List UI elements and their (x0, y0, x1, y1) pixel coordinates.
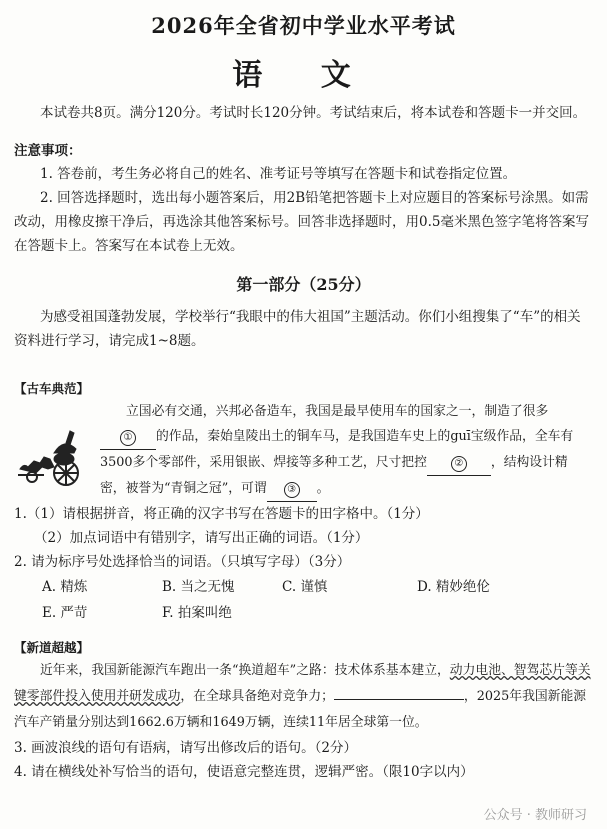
note-item-2: 2. 回答选择题时，选出每小题答案后，用2B铅笔把答题卡上对应题目的答案标号涂黑。如需改动，用橡皮擦干净后，再选涂其他答案标号。回答非选择题时，用0.5毫米黑色签字笔将答案写在答题卡上。答案写在本试卷上无效。 (14, 190, 589, 254)
text-part: 立国必有交通，兴邦必备造车，我国是最早使用车的国家之一，制造了很多 (126, 404, 549, 419)
fill-in-line (334, 699, 464, 700)
text-part: ，在全球具备绝对竞争力； (180, 689, 334, 704)
section-heading-ancient-car: 【古车典范】 (14, 381, 90, 396)
question-3: 3. 画波浪线的语句有语病，请写出修改后的语句。（2分） (14, 740, 358, 756)
blank-3 (267, 476, 317, 502)
text-part: 的作品，秦始皇陵出土的铜车马，是我国造车史上的guī宝级作品，全车有3500多个零部件，采用银嵌、焊接等多种工艺，尺寸把控 (100, 429, 574, 470)
option-b: B. 当之无愧 (162, 579, 235, 595)
exam-intro: 本试卷共8页。满分120分。考试时长120分钟。考试结束后，将本试卷和答题卡一并交回。 (40, 105, 587, 121)
part-title: 第一部分（25分） (236, 275, 371, 294)
blank-2 (427, 450, 491, 476)
option-f: F. 拍案叫绝 (162, 605, 232, 621)
text-part: ，结构设计精密，被誉为“青铜之冠”，可谓 (100, 455, 568, 496)
blank-2-marker: ② (451, 456, 467, 472)
ancient-car-block (14, 399, 593, 502)
subject-title: 语 文 (232, 58, 375, 93)
text-part: 。 (316, 481, 330, 496)
question-1: 1.（1）请根据拼音，将正确的汉字书写在答题卡的田字格中。（1分） (14, 506, 429, 522)
blank-1 (100, 424, 156, 450)
options-row-1 (14, 574, 593, 600)
question-2: 2. 请为标序号处选择恰当的词语。（只填写字母）（3分） (14, 554, 351, 570)
notes-heading: 注意事项： (14, 143, 82, 159)
ancient-car-text (100, 399, 593, 502)
watermark: 公众号 · 教师研习 (483, 808, 587, 823)
bronze-chariot-icon (14, 423, 100, 493)
new-road-text (14, 658, 593, 736)
text-part: 近年来，我国新能源汽车跑出一条“换道超车”之路：技术体系基本建立， (40, 663, 450, 678)
option-a: A. 精炼 (42, 579, 88, 595)
option-e: E. 严苛 (42, 605, 88, 621)
question-4: 4. 请在横线处补写恰当的语句，使语意完整连贯，逻辑严密。（限10字以内） (14, 764, 474, 780)
question-1-part-2: （2）加点词语中有错别字，请写出正确的词语。（1分） (34, 530, 369, 546)
section-heading-new-road: 【新道超越】 (14, 640, 90, 655)
part-lead: 为感受祖国蓬勃发展，学校举行“我眼中的伟大祖国”主题活动。你们小组搜集了“车”的相关资料进行学习，请完成1~8题。 (14, 309, 581, 349)
blank-1-marker: ① (120, 430, 136, 446)
option-d: D. 精妙绝伦 (417, 579, 490, 595)
text-part: ，2025年我国新能源汽车产销量分别达到1662.6万辆和1649万辆，连续11年居全球第一位。 (14, 689, 587, 730)
option-c: C. 谨慎 (282, 579, 328, 595)
note-item-1: 1. 答卷前，考生务必将自己的姓名、准考证号等填写在答题卡和试卷指定位置。 (40, 166, 517, 182)
exam-title: 2026年全省初中学业水平考试 (151, 13, 456, 38)
options-row-2 (14, 600, 593, 626)
wavy-sentence: 动力电池、智驾芯片等关键零部件投入使用并研发成功 (14, 663, 591, 704)
blank-3-marker: ③ (284, 482, 300, 498)
